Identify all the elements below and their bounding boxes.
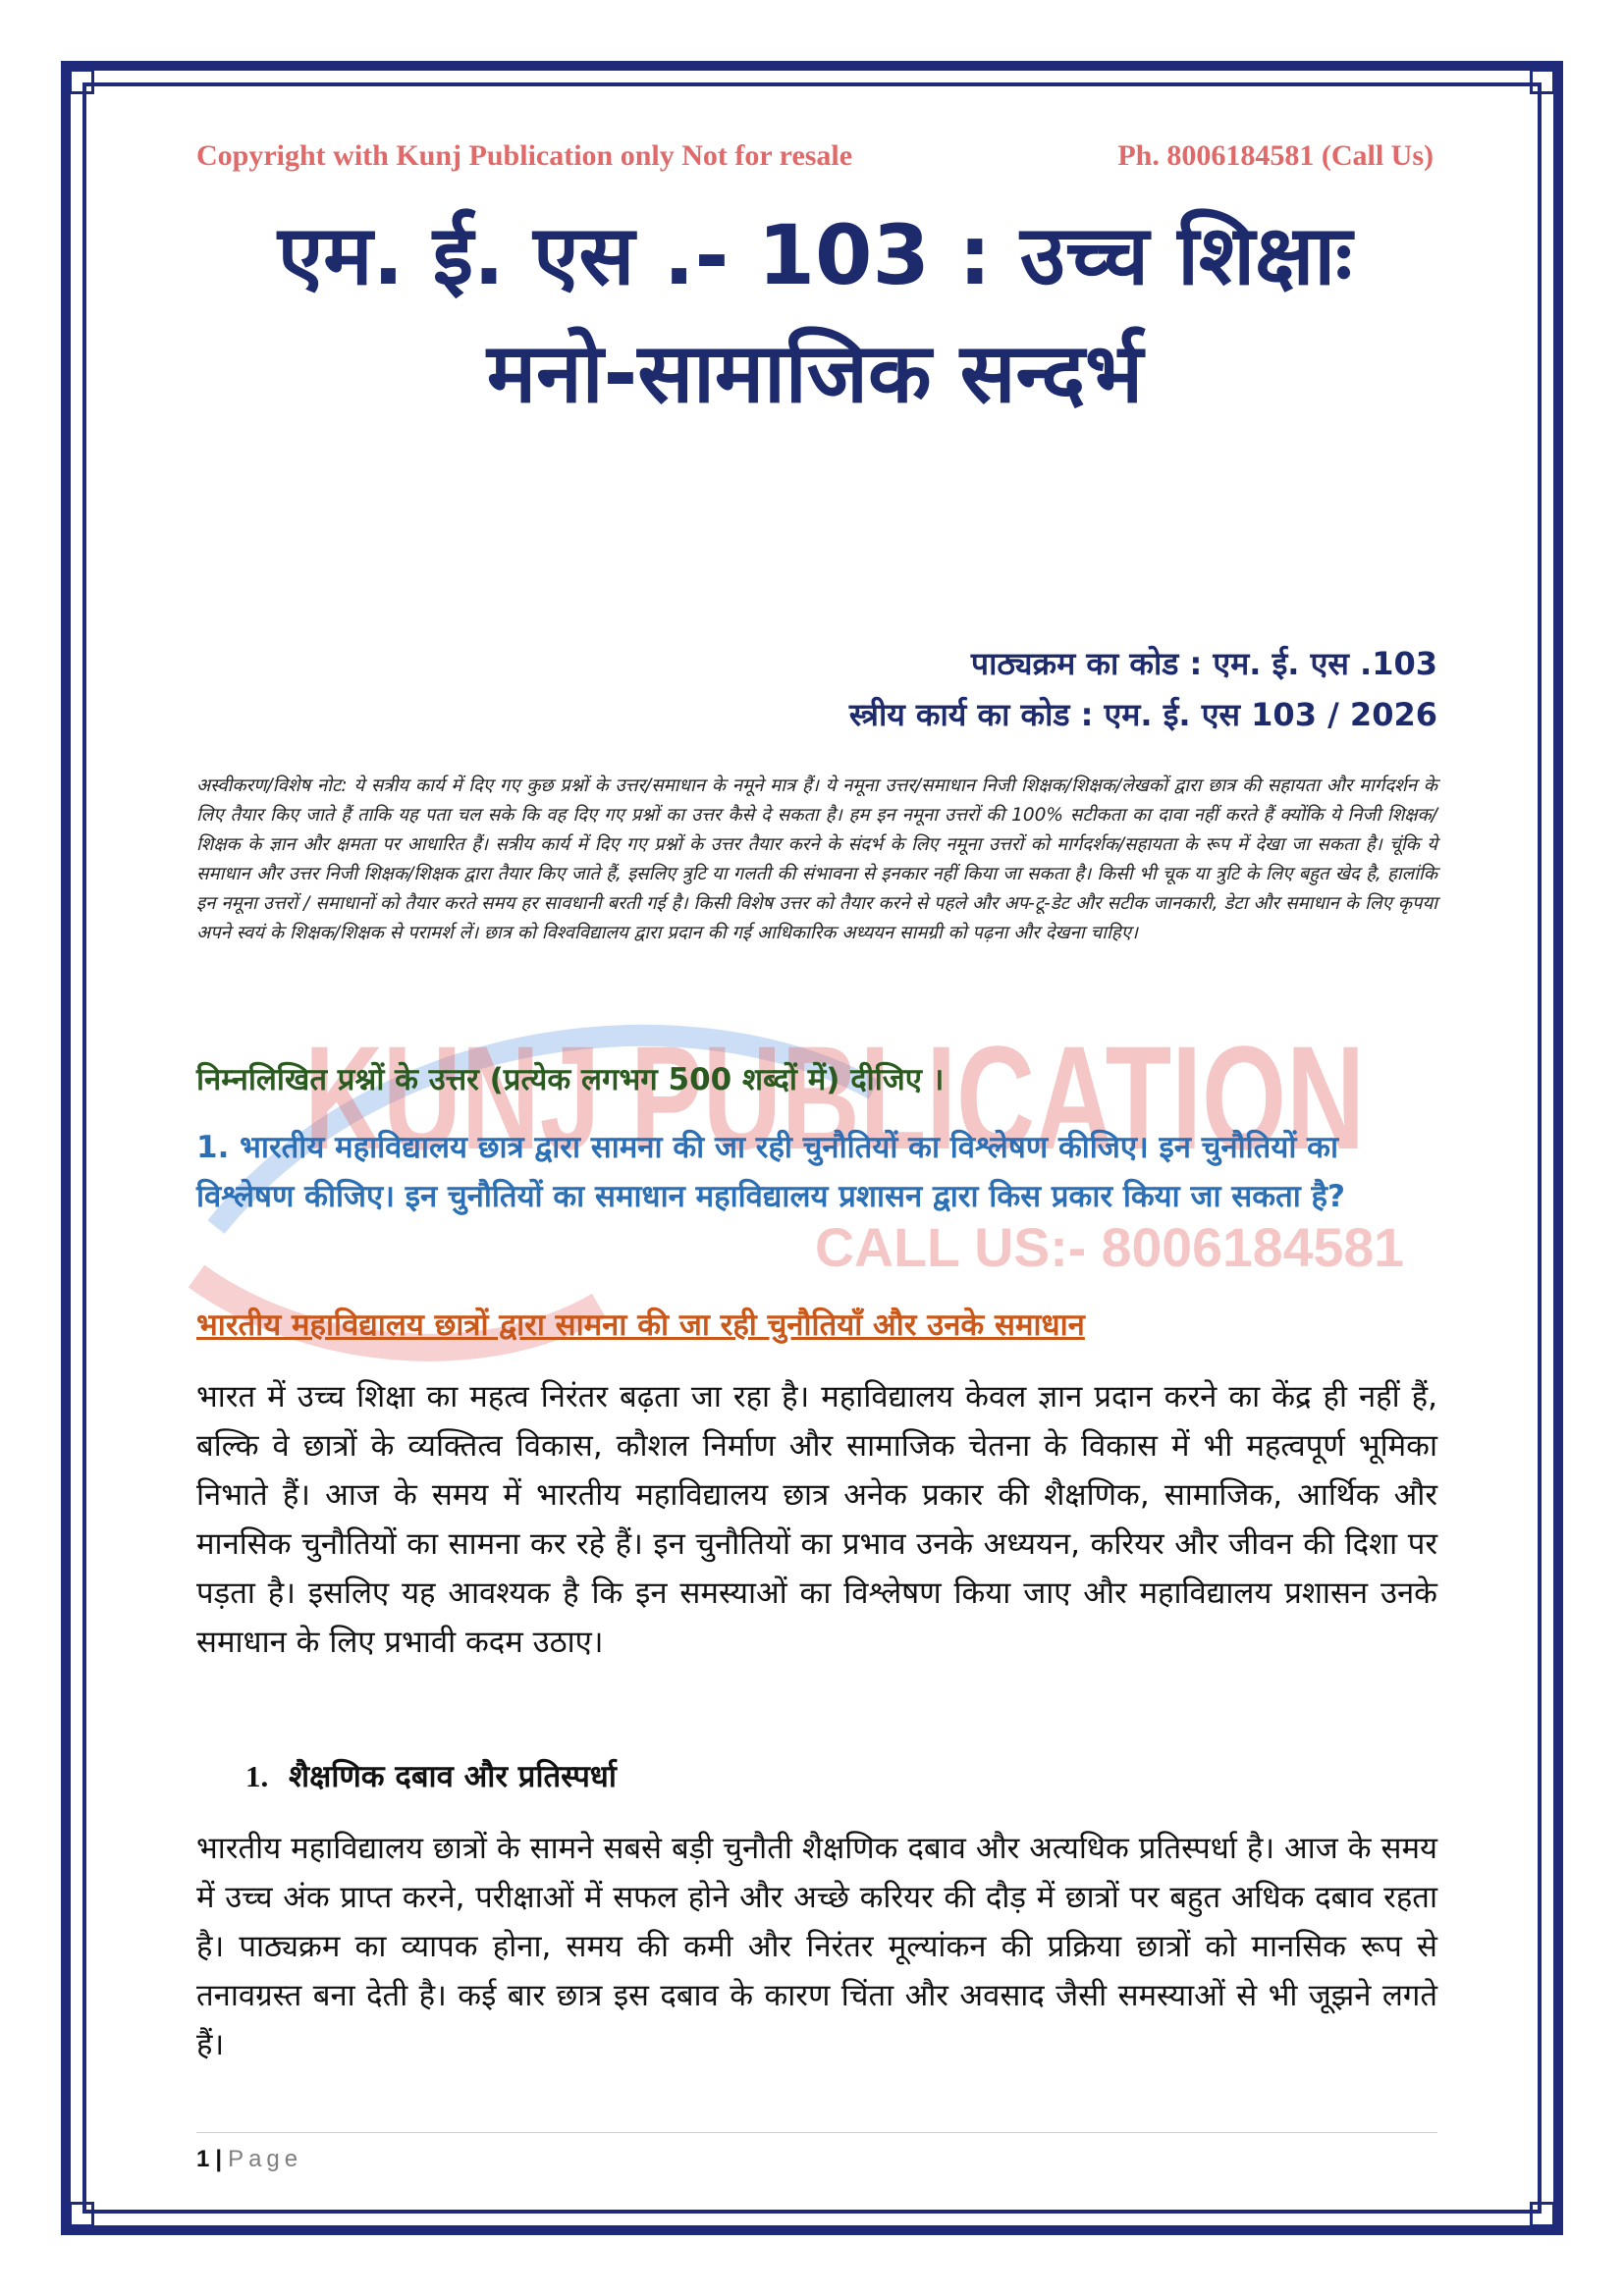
assignment-code: स्त्रीय कार्य का कोड : एम. ई. एस 103 / 2026: [848, 696, 1437, 733]
watermark-call: CALL US:- 8006184581: [815, 1216, 1404, 1278]
section-paragraph: भारतीय महाविद्यालय छात्रों के सामने सबसे बड़ी चुनौती शैक्षणिक दबाव और अत्यधिक प्रतिस्पर्धा है। आज के समय में उच्च अंक प्राप्त करने, परीक्षाओं में सफल होने और अच्छे करियर की दौड़ में छात्रों पर बहुत अधिक दबाव रहता है। पाठ्यक्रम का व्यापक होना, समय की कमी और निरंतर मूल्यांकन की प्रक्रिया छात्रों को मानसिक रूप से तनावग्रस्त बना देती है। कई बार छात्र इस दबाव के कारण चिंता और अवसाद जैसी समस्याओं से भी जूझने लगते हैं।: [196, 1831, 1437, 2062]
phone-text: Ph. 8006184581 (Call Us): [1117, 139, 1434, 172]
border-corner: [1530, 2202, 1555, 2227]
page-number: 1: [196, 2146, 210, 2172]
title-line-1: एम. ई. एस .- 103 : उच्च शिक्षाः: [277, 207, 1353, 303]
disclaimer-note: अस्वीकरण/विशेष नोट: ये सत्रीय कार्य में दिए गए कुछ प्रश्नों के उत्तर/समाधान के नमूने मात्र हैं। ये नमूना उत्तर/समाधान निजी शिक्षक/शिक्षक/लेखकों द्वारा छात्र की सहायता और मार्गदर्शन के लिए तैयार किए जाते हैं ताकि यह पता चल सके कि वह दिए गए प्रश्नों का उत्तर कैसे दे सकता है। हम इन नमूना उत्तरों की 100% सटीकता का दावा नहीं करते हैं क्योंकि ये निजी शिक्षक/शिक्षक के ज्ञान और क्षमता पर आधारित हैं। सत्रीय कार्य में दिए गए प्रश्नों के उत्तर तैयार करने के संदर्भ के लिए नमूना उत्तरों को मार्गदर्शक/सहायता के रूप में देखा जा सकता है। चूंकि ये समाधान और उत्तर निजी शिक्षक/शिक्षक द्वारा तैयार किए जाते हैं, इसलिए त्रुटि या गलती की संभावना से इनकार नहीं किया जा सकता है। किसी भी चूक या त्रुटि के लिए बहुत खेद है, हालांकि इन नमूना उत्तरों / समाधानों को तैयार करते समय हर सावधानी बरती गई है। किसी विशेष उत्तर को तैयार करने से पहले और अप-टू-डेट और सटीक जानकारी, डेटा और समाधान के लिए कृपया अपने स्वयं के शिक्षक/शिक्षक से परामर्श लें। छात्र को विश्वविद्यालय द्वारा प्रदान की गई आधिकारिक अध्ययन सामग्री को पढ़ना और देखना चाहिए।: [196, 775, 1437, 943]
section-heading: [245, 1755, 617, 1796]
page-footer: [196, 2146, 302, 2173]
copyright-text: Copyright with Kunj Publication only Not for resale: [196, 139, 853, 172]
course-codes: [849, 638, 1437, 740]
footer-separator: |: [215, 2146, 223, 2172]
course-code: पाठ्यक्रम का कोड : एम. ई. एस .103: [970, 645, 1437, 682]
intro-paragraph: भारत में उच्च शिक्षा का महत्व निरंतर बढ़ता जा रहा है। महाविद्यालय केवल ज्ञान प्रदान करने का केंद्र ही नहीं हैं, बल्कि वे छात्रों के व्यक्तित्व विकास, कौशल निर्माण और सामाजिक चेतना के विकास में भी महत्वपूर्ण भूमिका निभाते हैं। आज के समय में भारतीय महाविद्यालय छात्र अनेक प्रकार की शैक्षणिक, सामाजिक, आर्थिक और मानसिक चुनौतियों का सामना कर रहे हैं। इन चुनौतियों का प्रभाव उनके अध्ययन, करियर और जीवन की दिशा पर पड़ता है। इसलिए यह आवश्यक है कि इन समस्याओं का विश्लेषण किया जाए और महाविद्यालय प्रशासन उनके समाधान के लिए प्रभावी कदम उठाए।: [196, 1379, 1437, 1660]
border-corner: [69, 2202, 94, 2227]
footer-divider: [196, 2132, 1437, 2133]
copyright-header: [196, 139, 1434, 173]
question-1: 1. भारतीय महाविद्यालय छात्र द्वारा सामना की जा रही चुनौतियों का विश्लेषण कीजिए। इन चुनौतियों का विश्लेषण कीजिए। इन चुनौतियों का समाधान महाविद्यालय प्रशासन द्वारा किस प्रकार किया जा सकता है?: [196, 1130, 1346, 1214]
section-title: शैक्षणिक दबाव और प्रतिस्पर्धा: [289, 1759, 617, 1794]
instruction-text: निम्नलिखित प्रश्नों के उत्तर (प्रत्येक लगभग 500 शब्दों में) दीजिए ।: [196, 1062, 945, 1097]
section-number: 1.: [245, 1759, 269, 1793]
watermark-brand: KUNJ PUBLICATION: [304, 1015, 1365, 1180]
border-corner: [1530, 69, 1555, 94]
page-label: Page: [228, 2146, 303, 2172]
answer-heading: भारतीय महाविद्यालय छात्रों द्वारा सामना की जा रही चुनौतियाँ और उनके समाधान: [196, 1308, 1085, 1343]
document-title: [177, 196, 1453, 432]
border-corner: [69, 69, 94, 94]
title-line-2: मनो-सामाजिक सन्दर्भ: [486, 325, 1144, 421]
